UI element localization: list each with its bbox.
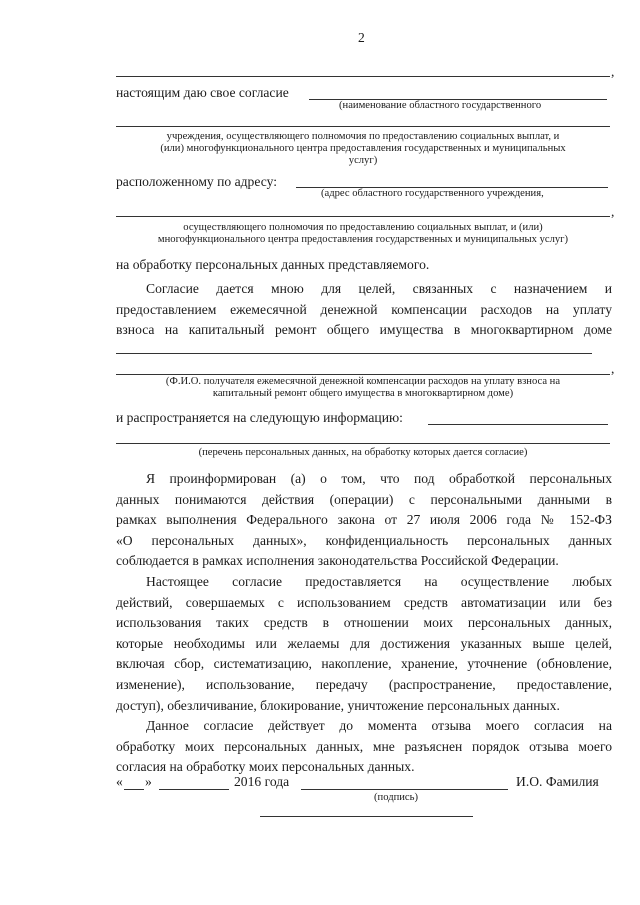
comma: , (611, 64, 615, 79)
address-hint-3: многофункционального центра предоставления государственных и муниципальных услуг) (157, 234, 569, 245)
date-open-quote: « (116, 774, 123, 789)
org-hint-3: (или) многофункционального центра предоставления государственных и муниципальных (160, 143, 566, 154)
org-hint-4: услуг) (348, 155, 378, 166)
info-lead: и распространяется на следующую информацию: (116, 410, 403, 425)
signature-hint: (подпись) (374, 792, 418, 803)
signature-field (301, 789, 508, 790)
org-hint-1: (наименование областного государственного (339, 100, 542, 111)
validity-paragraph: Данное согласие действует до момента отзыва моего согласия на обработку моих персональных данных, мне разъяснен порядок отзыва моего согласия на обработку моих персональных данных. (116, 718, 612, 775)
consent-lead: настоящим даю свое согласие (116, 85, 289, 100)
blank-line (116, 216, 610, 217)
blank-line (116, 353, 592, 354)
processing-line: на обработку персональных данных представляемого. (116, 257, 430, 272)
signer-name: И.О. Фамилия (516, 774, 599, 789)
scope-paragraph: Настоящее согласие предоставляется на осуществление любых действий, совершаемых с использованием средств автоматизации или без использования таких средств в отношении моих персональных данных, которые необходимы или желаемы для достижения указанных выше целей, включая сбор, систематизацию, накопление, хранение, уточнение (обновление, изменение), использование, передачу (распространение, предоставление, доступ), обезличивание, блокирование, уничтожение персональных данных. (116, 574, 612, 713)
month-field (159, 789, 229, 790)
year-text: 2016 года (234, 774, 290, 789)
address-lead: расположенному по адресу: (116, 174, 277, 189)
comma: , (611, 361, 615, 376)
date-close-quote: » (145, 774, 152, 789)
bottom-line (260, 816, 473, 817)
informed-paragraph: Я проинформирован (а) о том, что под обработкой персональных данных понимаются действия (операции) с персональными данными в рамках выполнения Федерального закона от 27 июля 2006 года № 152-ФЗ «О персональных данных», конфиденциальность персональных данных соблюдается в рамках исполнения законодательства Российской Федерации. (116, 471, 612, 569)
recipient-field (116, 374, 610, 375)
day-field (124, 789, 144, 790)
address-hint-2: осуществляющего полномочия по предоставлению социальных выплат, и (или) (183, 222, 543, 233)
page-number: 2 (358, 30, 365, 45)
purpose-paragraph: Согласие дается мною для целей, связанных с назначением и предоставлением ежемесячной денежной компенсации расходов на уплату взноса на капитальный ремонт общего имущества в многоквартирном доме (116, 281, 612, 338)
recipient-hint-1: (Ф.И.О. получателя ежемесячной денежной компенсации расходов на уплату взноса на (165, 376, 561, 387)
blank-line (116, 126, 610, 127)
address-hint-1: (адрес областного государственного учреждения, (321, 188, 544, 199)
info-list-field (116, 443, 610, 444)
info-field (428, 424, 608, 425)
recipient-hint-2: капитальный ремонт общего имущества в многоквартирном доме) (212, 388, 514, 399)
comma: , (611, 204, 615, 219)
blank-line (116, 76, 610, 77)
info-hint: (перечень персональных данных, на обработку которых дается согласие) (198, 447, 528, 458)
org-hint-2: учреждения, осуществляющего полномочия по предоставлению социальных выплат, и (166, 131, 560, 142)
